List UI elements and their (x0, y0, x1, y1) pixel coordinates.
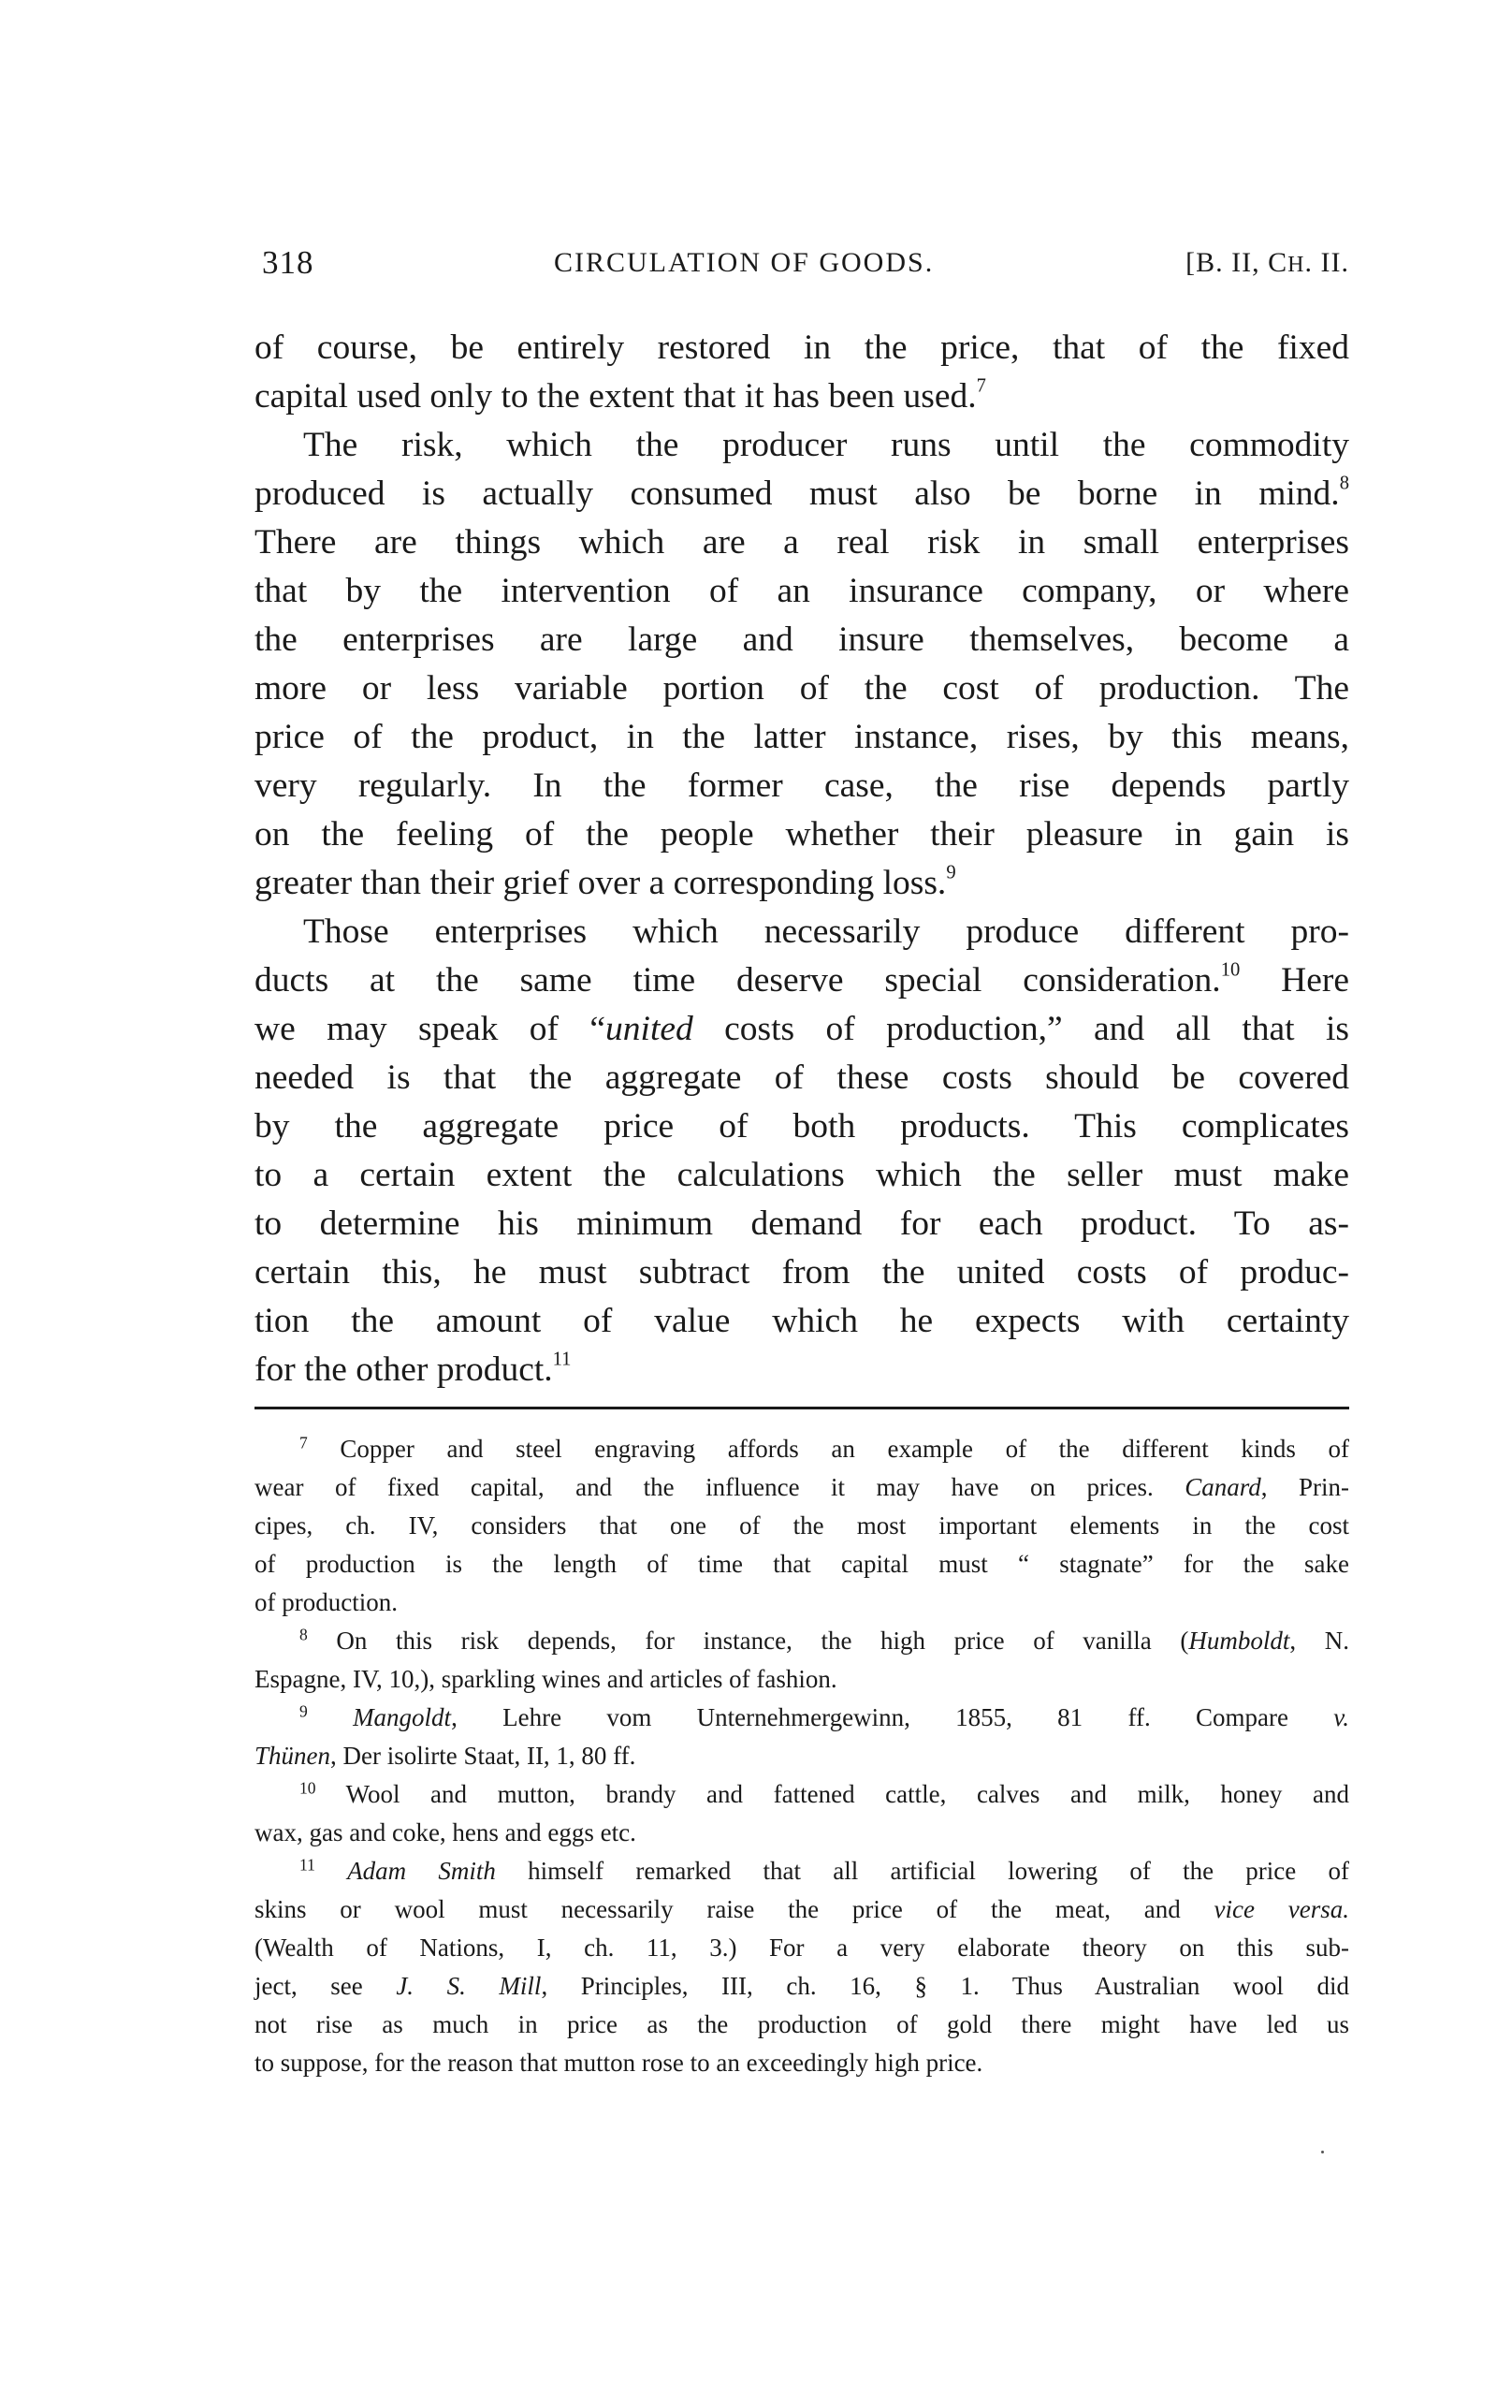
body-line: The risk, which the producer runs until the commodity (303, 426, 1349, 464)
body-line: on the feeling of the people whether their pleasure in gain is (254, 815, 1349, 854)
chapter-title: CIRCULATION OF GOODS. (554, 247, 935, 278)
footnote-ref-10[interactable]: 10 (1220, 959, 1241, 981)
footnotes (254, 1430, 1349, 2082)
footnote-mark: 11 (299, 1855, 315, 1875)
chapter-reference: [B. II, CH. II. (1185, 247, 1349, 278)
body-line: ducts at the same time deserve special consideration.$^{10}$ Here (254, 959, 1350, 1000)
footnote-ref-11[interactable]: 11 (552, 1349, 572, 1370)
footnote-ref-9[interactable]: 9 (946, 862, 956, 883)
body-line: Those enterprises which necessarily produce different pro- (303, 912, 1349, 951)
body-line: the enterprises are large and insure themselves, become a (254, 620, 1349, 659)
footnote-8: $^8$ On this risk depends, for instance, the high price of vanilla (Humboldt, N. Espagne, IV, 10,), sparkling wines and articles of fashion. (254, 1625, 1349, 1693)
body-line: There are things which are a real risk in small enterprises (254, 523, 1349, 562)
body-line: price of the product, in the latter instance, rises, by this means, (254, 718, 1349, 756)
footnote-ref-8[interactable]: 8 (1339, 473, 1349, 494)
body-line: greater than their grief over a corresponding loss.$^9$ (254, 862, 956, 902)
body-line: we may speak of “united costs of production,” and all that is (254, 1010, 1349, 1048)
body-line: of course, be entirely restored in the price, that of the fixed (254, 328, 1349, 367)
footnote-mark: 8 (299, 1625, 308, 1644)
body-line: very regularly. In the former case, the rise depends partly (254, 766, 1349, 805)
footnote-7: $^7$ Copper and steel engraving affords an example of the different kinds of wear of fixed capital, and the influence it may have on prices. Canard, Prin- cipes, ch. IV, considers that one of the most important elements in the cost of production is the length of time that capital must “ stagnate” for the sake of production. (254, 1433, 1349, 1616)
footnote-mark: 7 (299, 1433, 308, 1452)
running-head (254, 241, 1349, 285)
body-line: capital used only to the extent that it has been used.$^7$ (254, 375, 986, 416)
body-line: to determine his minimum demand for each product. To as- (254, 1204, 1349, 1243)
page-number: 318 (262, 244, 314, 281)
body-text (254, 324, 1349, 1394)
body-line: for the other product.$^{11}$ (254, 1349, 572, 1389)
body-line: tion the amount of value which he expects with certainty (254, 1302, 1349, 1340)
body-line: certain this, he must subtract from the united costs of produc- (254, 1253, 1349, 1292)
footnote-10: $^{10}$ Wool and mutton, brandy and fattened cattle, calves and milk, honey and wax, gas and coke, hens and eggs etc. (254, 1778, 1349, 1846)
body-line: to a certain extent the calculations which the seller must make (254, 1156, 1349, 1194)
print-speck (1321, 2151, 1324, 2153)
footnote-ref-7[interactable]: 7 (976, 375, 986, 397)
body-line: produced is actually consumed must also be borne in mind.$^8$ (254, 473, 1349, 513)
footnote-9: $^9$ Mangoldt, Lehre vom Unternehmergewinn, 1855, 81 ff. Compare v. Thünen, Der isolirte Staat, II, 1, 80 ff. (254, 1701, 1349, 1770)
footnote-11: $^{11}$ Adam Smith himself remarked that all artificial lowering of the price of skins or wool must necessarily raise the price of the meat, and vice versa. (Wealth of Nations, I, ch. 11, 3.) For a very elaborate theory on this sub- ject, see J. S. Mill, Principles, III, ch. 16, § 1. Thus Australian wool did not rise as much in price as the production of gold there might have led us to suppose, for the reason that mutton rose to an exceedingly high price. (254, 1855, 1350, 2077)
emphasis-united: united (605, 1010, 693, 1048)
footnote-mark: 9 (299, 1701, 308, 1721)
footnote-separator (254, 1407, 1349, 1409)
footnote-mark: 10 (299, 1778, 316, 1798)
body-line: needed is that the aggregate of these costs should be covered (254, 1058, 1349, 1097)
body-line: that by the intervention of an insurance company, or where (254, 572, 1349, 610)
book-page (254, 0, 1349, 2408)
body-line: by the aggregate price of both products. This complicates (254, 1107, 1349, 1146)
body-line: more or less variable portion of the cost of production. The (254, 669, 1349, 708)
